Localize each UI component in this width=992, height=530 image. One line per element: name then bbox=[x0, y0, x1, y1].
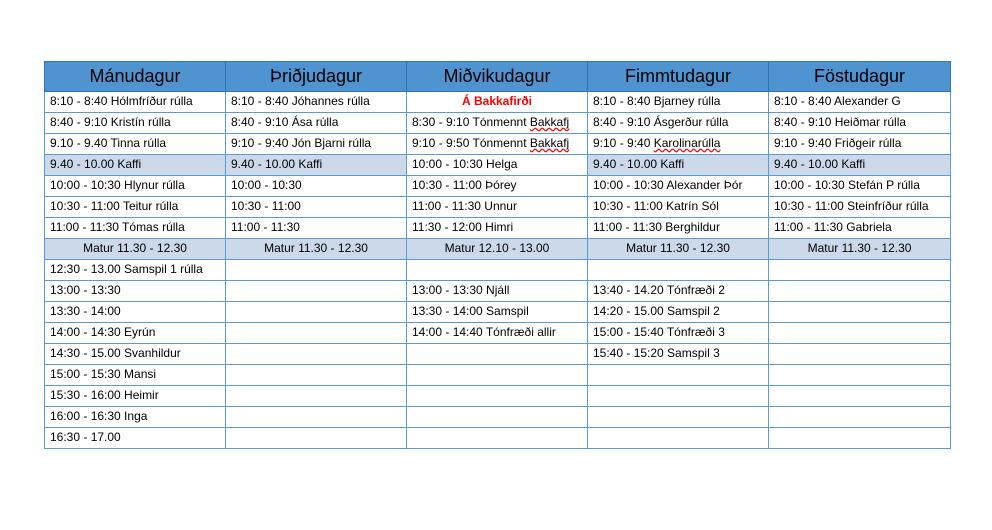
table-row bbox=[45, 344, 951, 365]
schedule-cell[interactable] bbox=[407, 344, 588, 365]
schedule-cell[interactable]: 11:00 - 11:30 bbox=[226, 218, 407, 239]
schedule-cell[interactable]: 14:00 - 14:40 Tónfræði allir bbox=[407, 323, 588, 344]
schedule-cell[interactable] bbox=[769, 323, 951, 344]
table-row bbox=[45, 281, 951, 302]
schedule-cell[interactable]: 10:00 - 10:30 Hlynur rúlla bbox=[45, 176, 226, 197]
table-row bbox=[45, 428, 951, 449]
schedule-cell[interactable]: 10:00 - 10:30 Helga bbox=[407, 155, 588, 176]
schedule-container bbox=[44, 61, 950, 449]
schedule-cell[interactable]: Matur 11.30 - 12.30 bbox=[588, 239, 769, 260]
schedule-cell[interactable]: 9.40 - 10.00 Kaffi bbox=[45, 155, 226, 176]
schedule-cell[interactable] bbox=[226, 302, 407, 323]
schedule-cell[interactable]: 8:10 - 8:40 Alexander G bbox=[769, 92, 951, 113]
schedule-cell[interactable] bbox=[769, 386, 951, 407]
schedule-cell[interactable]: 10:30 - 11:00 Steinfríður rúlla bbox=[769, 197, 951, 218]
schedule-cell[interactable]: 14:30 - 15.00 Svanhildur bbox=[45, 344, 226, 365]
schedule-cell[interactable]: 8:10 - 8:40 Hólmfríður rúlla bbox=[45, 92, 226, 113]
schedule-cell[interactable] bbox=[769, 344, 951, 365]
schedule-cell[interactable]: Matur 11.30 - 12.30 bbox=[45, 239, 226, 260]
schedule-cell[interactable] bbox=[769, 302, 951, 323]
schedule-cell[interactable]: 8:40 - 9:10 Ásgerður rúlla bbox=[588, 113, 769, 134]
schedule-cell[interactable]: 15:40 - 15:20 Samspil 3 bbox=[588, 344, 769, 365]
schedule-cell[interactable]: 13:00 - 13:30 bbox=[45, 281, 226, 302]
schedule-cell[interactable]: 15:00 - 15:30 Mansi bbox=[45, 365, 226, 386]
schedule-cell[interactable]: 10:00 - 10:30 bbox=[226, 176, 407, 197]
schedule-cell[interactable]: 11:00 - 11:30 Tómas rúlla bbox=[45, 218, 226, 239]
table-header-row bbox=[45, 62, 951, 92]
schedule-cell[interactable]: 16:30 - 17.00 bbox=[45, 428, 226, 449]
schedule-cell[interactable]: 10:00 - 10:30 Alexander Þór bbox=[588, 176, 769, 197]
schedule-cell[interactable] bbox=[769, 365, 951, 386]
schedule-cell[interactable] bbox=[226, 281, 407, 302]
schedule-cell[interactable]: 14:20 - 15.00 Samspil 2 bbox=[588, 302, 769, 323]
spelling-error-text: Bakkafj bbox=[529, 136, 570, 150]
schedule-cell[interactable]: 11:00 - 11:30 Gabriela bbox=[769, 218, 951, 239]
schedule-cell[interactable]: 9:10 - 9:50 Tónmennt Bakkafj bbox=[407, 134, 588, 155]
spelling-error-text: Bakkafj bbox=[529, 115, 570, 129]
schedule-cell[interactable]: 8:40 - 9:10 Heiðmar rúlla bbox=[769, 113, 951, 134]
schedule-cell[interactable] bbox=[226, 407, 407, 428]
table-row bbox=[45, 113, 951, 134]
schedule-cell[interactable] bbox=[769, 281, 951, 302]
table-row bbox=[45, 92, 951, 113]
table-row bbox=[45, 260, 951, 281]
column-header-tuesday: Þriðjudagur bbox=[226, 62, 407, 92]
table-row bbox=[45, 386, 951, 407]
schedule-cell[interactable]: 8:40 - 9:10 Kristín rúlla bbox=[45, 113, 226, 134]
schedule-cell[interactable] bbox=[588, 260, 769, 281]
schedule-cell[interactable]: 15:30 - 16:00 Heimir bbox=[45, 386, 226, 407]
schedule-cell[interactable] bbox=[226, 386, 407, 407]
schedule-cell[interactable]: Matur 12.10 - 13.00 bbox=[407, 239, 588, 260]
schedule-cell[interactable] bbox=[226, 323, 407, 344]
schedule-cell[interactable]: 9:10 - 9:40 Karolinarúlla bbox=[588, 134, 769, 155]
schedule-cell[interactable]: 10:30 - 11:00 Teitur rúlla bbox=[45, 197, 226, 218]
schedule-cell[interactable]: 9.40 - 10.00 Kaffi bbox=[769, 155, 951, 176]
schedule-cell[interactable] bbox=[588, 407, 769, 428]
table-row bbox=[45, 302, 951, 323]
schedule-cell[interactable] bbox=[226, 260, 407, 281]
schedule-cell[interactable]: Matur 11.30 - 12.30 bbox=[226, 239, 407, 260]
weekly-schedule-table bbox=[44, 61, 951, 449]
schedule-cell[interactable]: 10:00 - 10:30 Stefán P rúlla bbox=[769, 176, 951, 197]
schedule-cell[interactable]: 10:30 - 11:00 Þórey bbox=[407, 176, 588, 197]
schedule-cell[interactable]: Matur 11.30 - 12.30 bbox=[769, 239, 951, 260]
schedule-cell[interactable]: 9.40 - 10.00 Kaffi bbox=[588, 155, 769, 176]
table-row bbox=[45, 134, 951, 155]
schedule-cell[interactable]: 11:00 - 11:30 Unnur bbox=[407, 197, 588, 218]
table-row bbox=[45, 407, 951, 428]
schedule-cell[interactable] bbox=[407, 365, 588, 386]
schedule-cell[interactable] bbox=[588, 386, 769, 407]
schedule-cell[interactable]: 9.40 - 10.00 Kaffi bbox=[226, 155, 407, 176]
schedule-cell[interactable] bbox=[407, 407, 588, 428]
schedule-cell[interactable] bbox=[407, 386, 588, 407]
schedule-cell[interactable]: 13:40 - 14.20 Tónfræði 2 bbox=[588, 281, 769, 302]
schedule-cell[interactable] bbox=[407, 260, 588, 281]
schedule-cell[interactable]: 9.10 - 9.40 Tinna rúlla bbox=[45, 134, 226, 155]
schedule-cell[interactable]: 11:00 - 11:30 Berghildur bbox=[588, 218, 769, 239]
column-header-friday: Föstudagur bbox=[769, 62, 951, 92]
schedule-cell[interactable]: 9:10 - 9:40 Friðgeir rúlla bbox=[769, 134, 951, 155]
schedule-cell[interactable]: 13:00 - 13:30 Njáll bbox=[407, 281, 588, 302]
schedule-cell[interactable]: 8:40 - 9:10 Ása rúlla bbox=[226, 113, 407, 134]
schedule-cell[interactable]: 9:10 - 9:40 Jón Bjarni rúlla bbox=[226, 134, 407, 155]
schedule-cell[interactable] bbox=[407, 428, 588, 449]
table-row bbox=[45, 365, 951, 386]
schedule-cell[interactable]: 8:30 - 9:10 Tónmennt Bakkafj bbox=[407, 113, 588, 134]
schedule-cell[interactable] bbox=[226, 344, 407, 365]
schedule-cell[interactable]: 11:30 - 12:00 Himri bbox=[407, 218, 588, 239]
column-header-wednesday: Miðvikudagur bbox=[407, 62, 588, 92]
schedule-cell[interactable]: 10:30 - 11:00 bbox=[226, 197, 407, 218]
schedule-cell[interactable]: 8:10 - 8:40 Bjarney rúlla bbox=[588, 92, 769, 113]
schedule-cell[interactable]: 14:00 - 14:30 Eyrún bbox=[45, 323, 226, 344]
schedule-cell[interactable]: 12:30 - 13.00 Samspil 1 rúlla bbox=[45, 260, 226, 281]
schedule-cell[interactable]: 10:30 - 11:00 Katrín Sól bbox=[588, 197, 769, 218]
schedule-cell[interactable] bbox=[588, 428, 769, 449]
schedule-cell[interactable] bbox=[226, 365, 407, 386]
schedule-cell[interactable] bbox=[769, 407, 951, 428]
schedule-cell[interactable] bbox=[769, 260, 951, 281]
schedule-cell[interactable] bbox=[226, 428, 407, 449]
table-body bbox=[45, 92, 951, 449]
spelling-error-text: Karolinarúlla bbox=[653, 136, 721, 150]
schedule-cell[interactable] bbox=[588, 365, 769, 386]
table-row bbox=[45, 323, 951, 344]
schedule-cell[interactable]: 16:00 - 16:30 Inga bbox=[45, 407, 226, 428]
schedule-cell[interactable]: 13:30 - 14:00 Samspil bbox=[407, 302, 588, 323]
table-row bbox=[45, 155, 951, 176]
column-header-monday: Mánudagur bbox=[45, 62, 226, 92]
schedule-cell[interactable]: 13:30 - 14:00 bbox=[45, 302, 226, 323]
table-row bbox=[45, 176, 951, 197]
schedule-cell[interactable] bbox=[769, 428, 951, 449]
table-row bbox=[45, 197, 951, 218]
table-row bbox=[45, 239, 951, 260]
schedule-cell[interactable]: 8:10 - 8:40 Jóhannes rúlla bbox=[226, 92, 407, 113]
table-row bbox=[45, 218, 951, 239]
column-header-thursday: Fimmtudagur bbox=[588, 62, 769, 92]
schedule-cell[interactable]: Á Bakkafirði bbox=[407, 92, 588, 113]
schedule-cell[interactable]: 15:00 - 15:40 Tónfræði 3 bbox=[588, 323, 769, 344]
